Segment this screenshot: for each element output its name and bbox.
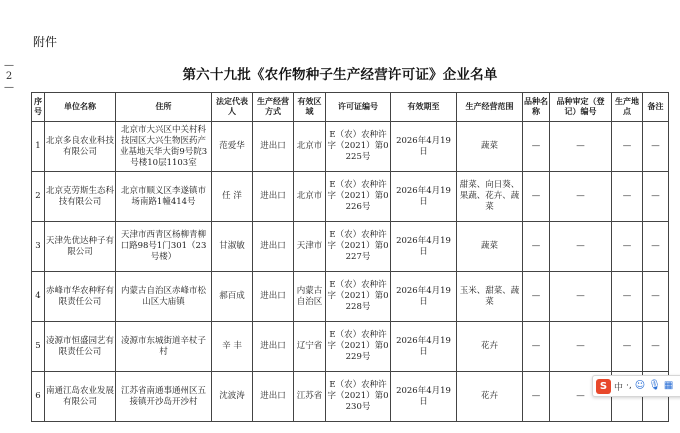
header-license: 许可证编号 <box>326 93 391 122</box>
cell-license: E（农）农种许字（2021）第0225号 <box>326 122 391 172</box>
ime-logo-icon[interactable]: S <box>596 379 611 394</box>
cell-scope: 玉米、甜菜、蔬菜 <box>457 272 523 322</box>
cell-approval: — <box>550 122 612 172</box>
cell-variety: — <box>523 372 550 422</box>
cell-scope: 甜菜、向日葵、果蔬、花卉、蔬菜 <box>457 172 523 222</box>
header-mode: 生产经营方式 <box>253 93 294 122</box>
table-row <box>32 272 669 322</box>
cell-license: E（农）农种许字（2021）第0230号 <box>326 372 391 422</box>
cell-valid: 2026年4月19日 <box>391 272 457 322</box>
table-row <box>32 222 669 272</box>
cell-variety: — <box>523 172 550 222</box>
cell-address: 天津市西青区杨柳青柳口路98号1门301（23号楼） <box>116 222 212 272</box>
table-header-row <box>32 93 669 122</box>
cell-valid: 2026年4月19日 <box>391 322 457 372</box>
cell-remark: — <box>643 172 669 222</box>
cell-unit: 南通江岛农业发展有限公司 <box>45 372 116 422</box>
cell-unit: 赤峰市华农种籽有限责任公司 <box>45 272 116 322</box>
table-row <box>32 172 669 222</box>
cell-address: 内蒙古自治区赤峰市松山区大庙镇 <box>116 272 212 322</box>
cell-site: — <box>612 122 643 172</box>
cell-region: 江苏省 <box>294 372 326 422</box>
header-variety: 品种名称 <box>523 93 550 122</box>
ime-toolbar[interactable] <box>592 375 680 397</box>
cell-seq: 6 <box>32 372 45 422</box>
cell-mode: 进出口 <box>253 172 294 222</box>
cell-remark: — <box>643 272 669 322</box>
cell-valid: 2026年4月19日 <box>391 222 457 272</box>
cell-seq: 3 <box>32 222 45 272</box>
cell-valid: 2026年4月19日 <box>391 172 457 222</box>
mic-icon[interactable]: 🎙 <box>648 380 661 391</box>
cell-rep: 郝百成 <box>212 272 253 322</box>
cell-seq: 1 <box>32 122 45 172</box>
cell-valid: 2026年4月19日 <box>391 122 457 172</box>
cell-mode: 进出口 <box>253 272 294 322</box>
cell-scope: 花卉 <box>457 322 523 372</box>
cell-unit: 天津先优达种子有限公司 <box>45 222 116 272</box>
attachment-label: 附件 <box>33 35 58 49</box>
cell-mode: 进出口 <box>253 222 294 272</box>
header-scope: 生产经营范围 <box>457 93 523 122</box>
cell-license: E（农）农种许字（2021）第0226号 <box>326 172 391 222</box>
cell-site: — <box>612 322 643 372</box>
cell-rep: 范爱华 <box>212 122 253 172</box>
header-seq: 序号 <box>32 93 45 122</box>
keyboard-icon[interactable]: ▦ <box>663 380 674 391</box>
cell-scope: 蔬菜 <box>457 222 523 272</box>
cell-approval: — <box>550 322 612 372</box>
page-number: — 2 — <box>4 60 14 93</box>
document-title: 第六十九批《农作物种子生产经营许可证》企业名单 <box>182 67 498 83</box>
cell-seq: 5 <box>32 322 45 372</box>
header-address: 住所 <box>116 93 212 122</box>
cell-remark: — <box>643 222 669 272</box>
ime-lang-toggle[interactable]: 中 <box>614 382 624 393</box>
header-approval: 品种审定（登记）编号 <box>550 93 612 122</box>
smile-icon[interactable]: ☺ <box>634 380 646 391</box>
header-rep: 法定代表人 <box>212 93 253 122</box>
cell-scope: 花卉 <box>457 372 523 422</box>
table-row <box>32 322 669 372</box>
cell-variety: — <box>523 322 550 372</box>
cell-rep: 任 洋 <box>212 172 253 222</box>
cell-seq: 2 <box>32 172 45 222</box>
cell-variety: — <box>523 122 550 172</box>
cell-remark: — <box>643 322 669 372</box>
cell-region: 天津市 <box>294 222 326 272</box>
cell-region: 辽宁省 <box>294 322 326 372</box>
header-site: 生产地点 <box>612 93 643 122</box>
cell-variety: — <box>523 272 550 322</box>
enterprise-table <box>31 92 669 422</box>
cell-address: 江苏省南通事通州区五接镇开沙岛开沙村 <box>116 372 212 422</box>
cell-variety: — <box>523 222 550 272</box>
cell-seq: 4 <box>32 272 45 322</box>
header-region: 有效区域 <box>294 93 326 122</box>
cell-site: — <box>612 222 643 272</box>
cell-valid: 2026年4月19日 <box>391 372 457 422</box>
cell-mode: 进出口 <box>253 122 294 172</box>
cell-mode: 进出口 <box>253 372 294 422</box>
table-row <box>32 372 669 422</box>
cell-approval: — <box>550 372 612 422</box>
cell-rep: 沈波涛 <box>212 372 253 422</box>
cell-site: — <box>612 172 643 222</box>
cell-address: 北京市顺义区李遂镇市场南路1幢414号 <box>116 172 212 222</box>
cell-approval: — <box>550 272 612 322</box>
cell-region: 北京市 <box>294 172 326 222</box>
cell-approval: — <box>550 172 612 222</box>
cell-address: 北京市大兴区中关村科技园区大兴生物医药产业基地天华大街9号院3号楼10层1103室 <box>116 122 212 172</box>
cell-unit: 北京克劳斯生态科技有限公司 <box>45 172 116 222</box>
cell-rep: 甘淑敏 <box>212 222 253 272</box>
cell-remark: — <box>643 122 669 172</box>
cell-site: — <box>612 272 643 322</box>
cell-region: 北京市 <box>294 122 326 172</box>
cell-unit: 凌源市恒盛园艺有限责任公司 <box>45 322 116 372</box>
cell-license: E（农）农种许字（2021）第0228号 <box>326 272 391 322</box>
cell-approval: — <box>550 222 612 272</box>
cell-region: 内蒙古自治区 <box>294 272 326 322</box>
cell-address: 凌源市东城街道辛杖子村 <box>116 322 212 372</box>
cell-unit: 北京多良农业科技有限公司 <box>45 122 116 172</box>
cell-mode: 进出口 <box>253 322 294 372</box>
ime-punct-toggle[interactable]: ·, <box>626 381 632 391</box>
header-unit: 单位名称 <box>45 93 116 122</box>
table-row <box>32 122 669 172</box>
cell-license: E（农）农种许字（2021）第0229号 <box>326 322 391 372</box>
cell-license: E（农）农种许字（2021）第0227号 <box>326 222 391 272</box>
header-remark: 备注 <box>643 93 669 122</box>
header-valid: 有效期至 <box>391 93 457 122</box>
cell-rep: 辛 丰 <box>212 322 253 372</box>
cell-scope: 蔬菜 <box>457 122 523 172</box>
